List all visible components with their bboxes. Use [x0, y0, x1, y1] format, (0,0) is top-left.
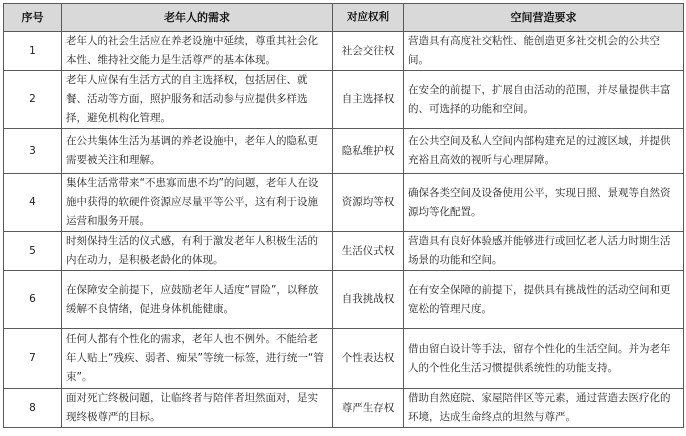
cell-space: 营造具有高度社交粘性、能创造更多社交机会的公共空间。 [404, 32, 684, 71]
cell-no: 5 [4, 232, 62, 271]
cell-space: 在公共空间及私人空间内部构建充足的过渡区域，并提供充裕且高效的视听与心理屏障。 [404, 129, 684, 174]
cell-no: 1 [4, 32, 62, 71]
header-no: 序号 [4, 4, 62, 32]
elderly-needs-table [3, 3, 684, 428]
cell-no: 4 [4, 174, 62, 232]
cell-space: 在有安全保障的前提下，提供具有挑战性的活动空间和更宽松的管理尺度。 [404, 271, 684, 329]
table-row [4, 174, 684, 232]
table-row [4, 271, 684, 329]
cell-no: 3 [4, 129, 62, 174]
cell-no: 7 [4, 329, 62, 389]
table-row [4, 129, 684, 174]
cell-need: 老年人应保有生活方式的自主选择权，包括居住、就餐、活动等方面，照护服务和活动参与应提供多样选择，避免机构化管理。 [62, 71, 333, 129]
cell-space: 营造具有良好体验感并能够进行或回忆老人活力时期生活场景的功能和空间。 [404, 232, 684, 271]
header-right: 对应权利 [333, 4, 404, 32]
cell-right: 个性表达权 [333, 329, 404, 389]
cell-right: 隐私维护权 [333, 129, 404, 174]
table-row [4, 32, 684, 71]
cell-right: 尊严生存权 [333, 389, 404, 428]
cell-need: 集体生活常带来“不患寡而患不均”的问题，老年人在设施中获得的软硬件资源应尽量平等公平，这有利于设施运营和服务开展。 [62, 174, 333, 232]
cell-space: 借由留白设计等手法，留存个性化的生活空间。并为老年人的个性化生活习惯提供系统性的功能支持。 [404, 329, 684, 389]
cell-no: 8 [4, 389, 62, 428]
document-page [3, 3, 684, 428]
cell-need: 任何人都有个性化的需求，老年人也不例外。不能给老年人贴上“残疾、弱者、痴呆”等统一标签，进行统一“管束”。 [62, 329, 333, 389]
cell-need: 面对死亡终极问题，让临终者与陪伴者坦然面对，是实现终极尊严的目标。 [62, 389, 333, 428]
cell-no: 6 [4, 271, 62, 329]
cell-right: 自我挑战权 [333, 271, 404, 329]
table-row [4, 232, 684, 271]
header-space: 空间营造要求 [404, 4, 684, 32]
table-row [4, 389, 684, 428]
cell-right: 自主选择权 [333, 71, 404, 129]
cell-no: 2 [4, 71, 62, 129]
table-row [4, 329, 684, 389]
cell-need: 在保障安全前提下，应鼓励老年人适度“冒险”，以释放缓解不良情绪，促进身体机能健康。 [62, 271, 333, 329]
cell-right: 生活仪式权 [333, 232, 404, 271]
table-row [4, 71, 684, 129]
cell-need: 老年人的社会生活应在养老设施中延续，尊重其社会化本性、维持社交能力是生活尊严的基本体现。 [62, 32, 333, 71]
cell-right: 社会交往权 [333, 32, 404, 71]
cell-space: 在安全的前提下，扩展自由活动的范围，并尽量提供丰富的、可选择的功能和空间。 [404, 71, 684, 129]
header-need: 老年人的需求 [62, 4, 333, 32]
cell-need: 时刻保持生活的仪式感，有利于激发老年人积极生活的内在动力，是积极老龄化的体现。 [62, 232, 333, 271]
cell-right: 资源均等权 [333, 174, 404, 232]
cell-space: 确保各类空间及设备使用公平，实现日照、景观等自然资源均等化配置。 [404, 174, 684, 232]
cell-need: 在公共集体生活为基调的养老设施中，老年人的隐私更需要被关注和理解。 [62, 129, 333, 174]
header-row [4, 4, 684, 32]
cell-space: 借助自然庭院、家屋陪伴区等元素，通过营造去医疗化的环境，达成生命终点的坦然与尊严。 [404, 389, 684, 428]
